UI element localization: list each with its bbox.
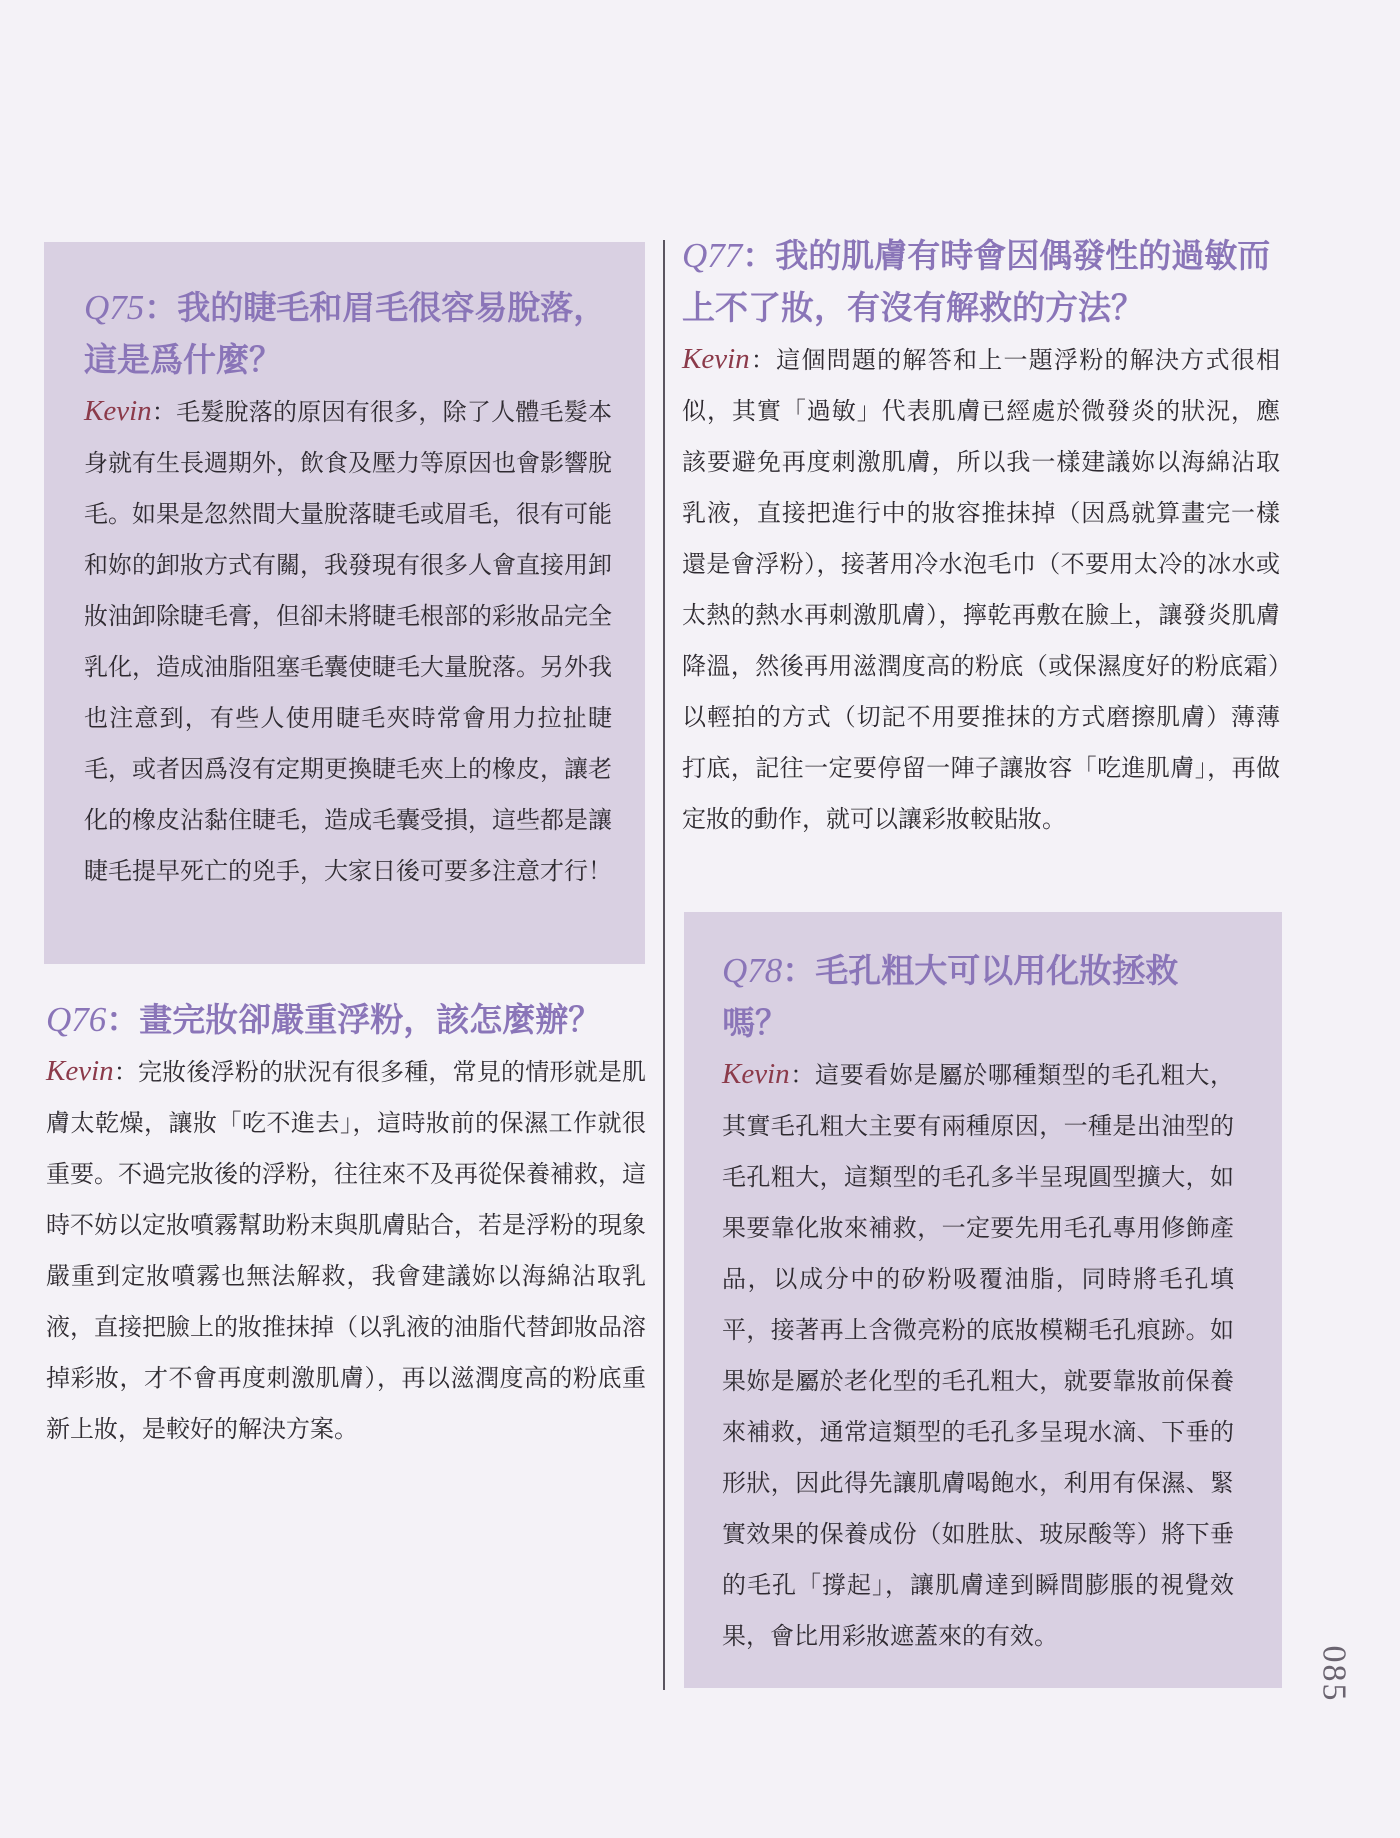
q75-title: ：我的睫毛和眉毛很容易脫落，這是爲什麼？ (84, 288, 607, 379)
page-number: 085 (1315, 1645, 1353, 1703)
q77-section (682, 230, 1280, 845)
q76-title: ：畫完妝卻嚴重浮粉，該怎麼辦？ (106, 1000, 602, 1039)
q78-title: ：毛孔粗大可以用化妝拯救嗎？ (722, 951, 1179, 1042)
q76-answer (46, 1046, 646, 1455)
q77-answer (682, 334, 1280, 845)
q75-answer (84, 386, 612, 897)
column-divider (663, 240, 665, 1690)
q77-question (682, 230, 1280, 334)
q78-number: Q78 (722, 951, 783, 990)
q78-author: Kevin (722, 1058, 790, 1090)
q75-section (84, 282, 612, 897)
q76-number: Q76 (46, 1000, 107, 1039)
q75-number: Q75 (84, 288, 145, 327)
q76-section (46, 994, 646, 1455)
q76-author: Kevin (46, 1055, 114, 1087)
q78-answer-text: ：這要看妳是屬於哪種類型的毛孔粗大，其實毛孔粗大主要有兩種原因，一種是出油型的毛孔粗大，這類型的毛孔多半呈現圓型擴大，如果要靠化妝來補救，一定要先用毛孔專用修飾產品，以成分中的矽粉吸覆油脂，同時將毛孔填平，接著再上含微亮粉的底妝模糊毛孔痕跡。如果妳是屬於老化型的毛孔粗大，就要靠妝前保養來補救，通常這類型的毛孔多呈現水滴、下垂的形狀，因此得先讓肌膚喝飽水，利用有保濕、緊實效果的保養成份（如胜肽、玻尿酸等）將下垂的毛孔「撐起」，讓肌膚達到瞬間膨脹的視覺效果，會比用彩妝遮蓋來的有效。 (722, 1061, 1234, 1650)
q78-section (722, 945, 1234, 1662)
q78-question (722, 945, 1234, 1049)
q75-answer-text: ：毛髮脫落的原因有很多，除了人體毛髮本身就有生長週期外，飲食及壓力等原因也會影響脫毛。如果是忽然間大量脫落睫毛或眉毛，很有可能和妳的卸妝方式有關，我發現有很多人會直接用卸妝油卸除睫毛膏，但卻未將睫毛根部的彩妝品完全乳化，造成油脂阻塞毛囊使睫毛大量脫落。另外我也注意到，有些人使用睫毛夾時常會用力拉扯睫毛，或者因爲沒有定期更換睫毛夾上的橡皮，讓老化的橡皮沾黏住睫毛，造成毛囊受損，這些都是讓睫毛提早死亡的兇手，大家日後可要多注意才行！ (84, 398, 612, 885)
q76-answer-text: ：完妝後浮粉的狀況有很多種，常見的情形就是肌膚太乾燥，讓妝「吃不進去」，這時妝前的保濕工作就很重要。不過完妝後的浮粉，往往來不及再從保養補救，這時不妨以定妝噴霧幫助粉末與肌膚貼合，若是浮粉的現象嚴重到定妝噴霧也無法解救，我會建議妳以海綿沾取乳液，直接把臉上的妝推抹掉（以乳液的油脂代替卸妝品溶掉彩妝，才不會再度刺激肌膚），再以滋潤度高的粉底重新上妝，是較好的解決方案。 (46, 1058, 646, 1443)
q76-question (46, 994, 646, 1046)
q78-answer (722, 1049, 1234, 1662)
q75-question (84, 282, 612, 386)
q77-answer-text: ：這個問題的解答和上一題浮粉的解決方式很相似，其實「過敏」代表肌膚已經處於微發炎的狀況，應該要避免再度刺激肌膚，所以我一樣建議妳以海綿沾取乳液，直接把進行中的妝容推抹掉（因爲就算畫完一樣還是會浮粉），接著用冷水泡毛巾（不要用太冷的冰水或太熱的熱水再刺激肌膚），擰乾再敷在臉上，讓發炎肌膚降溫，然後再用滋潤度高的粉底（或保濕度好的粉底霜）以輕拍的方式（切記不用要推抹的方式磨擦肌膚）薄薄打底，記往一定要停留一陣子讓妝容「吃進肌膚」，再做定妝的動作，就可以讓彩妝較貼妝。 (682, 346, 1280, 833)
q77-author: Kevin (682, 343, 750, 375)
q77-number: Q77 (682, 236, 743, 275)
q75-author: Kevin (84, 395, 152, 427)
q77-title: ：我的肌膚有時會因偶發性的過敏而上不了妝，有沒有解救的方法？ (682, 236, 1271, 327)
